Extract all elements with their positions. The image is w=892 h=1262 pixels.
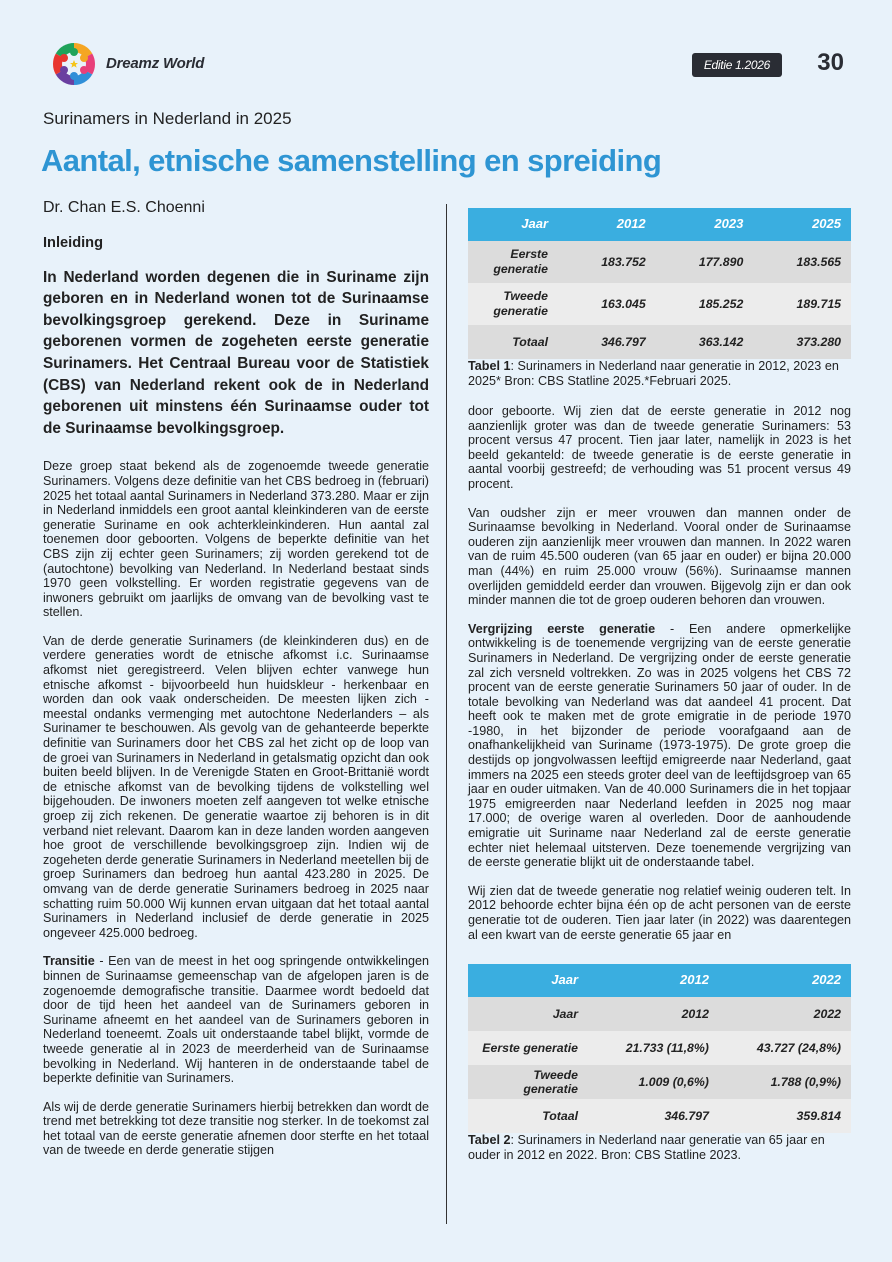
transitie-text: - Een van de meest in het oog springende ontwikkelingen binnen de Surinaamse gemeenschap van de afgelopen jaren is de zogenoemde demografische transitie. Daarmee wordt bedoeld dat door de tijd heen het aandeel van de Surinamers geboren in Suriname afneemt en het aandeel van de Surinamers geboren in Nederland toeneemt. Zoals uit onderstaande tabel blijkt, vormde de tweede generatie al in 2023 de meerderheid van de Surinaamse bevolking in Nederland. Wij hanteren in de onderstaande tabel de beperkte definitie van Surinamers. bbox=[43, 954, 429, 1086]
table-row bbox=[468, 1031, 851, 1065]
table-header-row bbox=[468, 964, 851, 997]
lead-paragraph: In Nederland worden degenen die in Suriname zijn geboren en in Nederland wonen tot de Surinaamse bevolkingsgroep gerekend. Deze in Suriname geborenen vormen de zogeheten eerste generatie Surinamers. Het Centraal Bureau voor de Statistiek (CBS) van Nederland rekent ook de in Nederland geborenen uit minstens één Surinaamse ouder tot de Surinaamse bevolkingsgroep. bbox=[43, 268, 429, 437]
table-cell: 163.045 bbox=[558, 283, 656, 325]
intro-heading: Inleiding bbox=[43, 235, 103, 251]
table-row bbox=[468, 997, 851, 1031]
body-paragraph: Deze groep staat bekend als de zogenoemde tweede generatie Surinamers. Volgens deze definitie van het CBS bedroeg in (februari) 2025 het totaal aantal Surinamers in Nederland 373.280. Maar er zijn in Nederland inmiddels een groot aantal kleinkinderen van de eerste generatie Suriname en ook achterkleinkinderen. Hun aantal zal toenemen door geboorten. Volgens de beperkte definitie van het CBS zijn zij echter geen Surinamers; zij worden gerekend tot de (autochtone) bevolking van Nederland. In Nederland bestaat sinds 1970 geen volkstelling. Er worden registratie gegevens van de inwoners gebruikt om jaarlijks de omvang van de bevolking vast te stellen. bbox=[43, 459, 429, 620]
brand-name: Dreamz World bbox=[106, 55, 205, 72]
caption-label: Tabel 1 bbox=[468, 359, 511, 373]
transitie-heading: Transitie bbox=[43, 954, 95, 969]
row-label: Totaal bbox=[468, 325, 558, 359]
body-paragraph: Van oudsher zijn er meer vrouwen dan mannen onder de Surinaamse bevolking in Nederland. Vooral onder de Surinaamse ouderen zijn aanzienlijk meer vrouwen dan mannen. In 2022 waren van de ruim 45.500 ouderen (van 65 jaar en ouder) er bijna 20.000 man (44%) en ruim 25.000 vrouw (56%). Surinaamse mannen overlijden gemiddeld eerder dan vrouwen. Bijgevolg zijn er dan ook minder mannen die tot de groep ouderen behoren dan vrouwen. bbox=[468, 505, 851, 608]
table-cell: 189.715 bbox=[753, 283, 851, 325]
row-label: Totaal bbox=[468, 1099, 588, 1133]
vergrijzing-heading: Vergrijzing eerste generatie bbox=[468, 621, 656, 636]
table-cell: 346.797 bbox=[588, 1099, 719, 1133]
caption-text: : Surinamers in Nederland naar generatie in 2012, 2023 en 2025* Bron: CBS Statline 2025.*Februari 2025. bbox=[468, 359, 839, 388]
table-header-cell: 2012 bbox=[588, 964, 719, 997]
edition-badge: Editie 1.2026 bbox=[692, 53, 782, 77]
table-header-cell: 2022 bbox=[719, 964, 851, 997]
vergrijzing-text: - Een andere opmerkelijke ontwikkeling is de toenemende vergrijzing van de eerste generatie Surinamers in Nederland. De vergrijzing onder de eerste generatie zal zich versneld voltrekken. Zo was in 2025 volgens het CBS 72 procent van de eerste generatie Surinamers 50 jaar of ouder. In de totale bevolking van Nederland was dat aandeel 41 procent. Dat heeft ook te maken met de grote emigratie in de periode 1970 -1980, in het bijzonder de periode voorafgaand aan de onafhankelijkheid van Suriname (1973-1975). De grote groep die destijds op jongvolwassen leeftijd emigreerde naar Nederland, gaat immers na 2025 een steeds groter deel van de leeftijdsgroep van 65 jaar en ouder uitmaken. Van de 40.000 Surinamers die in het topjaar 1975 emigreerden naar Nederland leefden in 2025 nog maar 17.000; de overige waren al overleden. Door de aanhoudende emigratie uit Suriname naar Nederland zal de eerste generatie echter niet helemaal uitsterven. Deze toenemende vergrijzing van de eerste generatie blijkt uit de onderstaande tabel. bbox=[468, 621, 851, 870]
circle-of-people-logo-icon bbox=[52, 42, 96, 86]
table-header-row bbox=[468, 208, 851, 241]
table-cell: 373.280 bbox=[753, 325, 851, 359]
table-row bbox=[468, 241, 851, 283]
table-cell: 363.142 bbox=[656, 325, 754, 359]
table-header-cell: Jaar bbox=[468, 208, 558, 241]
right-column bbox=[468, 208, 851, 1176]
body-paragraph: Als wij de derde generatie Surinamers hierbij betrekken dan wordt de trend met betrekking tot deze transitie nog sterker. In de toekomst zal het totaal van de eerste generatie afnemen door sterfte en het totaal van de tweede en derde generatie stijgen bbox=[43, 1099, 429, 1158]
table-cell: 185.252 bbox=[656, 283, 754, 325]
transitie-paragraph bbox=[43, 954, 429, 1085]
row-label: Tweede generatie bbox=[468, 1065, 588, 1099]
table-row bbox=[468, 325, 851, 359]
table-header-cell: Jaar bbox=[468, 964, 588, 997]
body-paragraph: Van de derde generatie Surinamers (de kleinkinderen dus) en de verdere generaties wordt de etnische afkomst i.c. Surinaamse afkomst niet geregistreerd. Velen blijven echter vanwege hun etnische afkomst - bijvoorbeeld hun huidskleur - herkenbaar en worden dan ook vaak onderscheiden. De meesten lijken zich - meestal ondanks vermenging met autochtone Nederlanders – als Surinamer te beschouwen. Als gevolg van de gehanteerde beperkte definitie van Surinamers door het CBS zal het zicht op de loop van de groei van Surinamers in Nederland in getalsmatig opzicht dan ook buiten beeld blijven. In de Verenigde Staten en Groot-Brittanië wordt de etnische afkomst van de bevolking tijdens de volkstelling wel bijgehouden. De inwoners moeten zelf aangeven tot welke etnische groep zij zich rekenen. De generatie waartoe zij behoren is in dit verband niet relevant. Daarom kan in deze landen worden aangeven hoe groot de verschillende bevolkingsgroep zijn. Indien wij de zogeheten derde generatie Surinamers in Nederland meetellen bij de groep Surinamers dan bedroeg hun aantal 423.280 in 2025. De omvang van de derde generatie Surinamers bedroeg in 2025 naar schatting ruim 50.000 Wij kunnen ervan uitgaan dat het totaal aantal Surinamers in Nederland inclusief de derde generatie in 2025 ongeveer 425.000 bedroeg. bbox=[43, 633, 429, 940]
page-number: 30 bbox=[817, 49, 844, 76]
caption-text: : Surinamers in Nederland naar generatie van 65 jaar en ouder in 2012 en 2022. Bron: CBS Statline 2023. bbox=[468, 1133, 825, 1162]
table-cell: 43.727 (24,8%) bbox=[719, 1031, 851, 1065]
article-author: Dr. Chan E.S. Choenni bbox=[43, 199, 205, 216]
page-header bbox=[52, 42, 844, 88]
table-cell: 177.890 bbox=[656, 241, 754, 283]
row-label: Eerste generatie bbox=[468, 241, 558, 283]
table-row bbox=[468, 283, 851, 325]
table-cell: 2022 bbox=[719, 997, 851, 1031]
row-label: Jaar bbox=[468, 997, 588, 1031]
table-1-caption bbox=[468, 359, 851, 388]
table-1 bbox=[468, 208, 851, 359]
table-cell: 183.752 bbox=[558, 241, 656, 283]
table-header-cell: 2023 bbox=[656, 208, 754, 241]
table-header-cell: 2025 bbox=[753, 208, 851, 241]
table-cell: 1.009 (0,6%) bbox=[588, 1065, 719, 1099]
column-divider bbox=[446, 204, 447, 1224]
body-paragraph: Wij zien dat de tweede generatie nog relatief weinig ouderen telt. In 2012 behoorde echter bijna één op de acht personen van de eerste generatie tot de ouderen. Tien jaar later (in 2022) was daarentegen al een kwart van de eerste generatie 65 jaar en bbox=[468, 883, 851, 942]
vergrijzing-paragraph bbox=[468, 622, 851, 870]
row-label: Tweede generatie bbox=[468, 283, 558, 325]
table-cell: 346.797 bbox=[558, 325, 656, 359]
caption-label: Tabel 2 bbox=[468, 1133, 511, 1148]
table-header-cell: 2012 bbox=[558, 208, 656, 241]
table-cell: 21.733 (11,8%) bbox=[588, 1031, 719, 1065]
row-label: Eerste generatie bbox=[468, 1031, 588, 1065]
left-column bbox=[43, 236, 429, 1172]
table-cell: 183.565 bbox=[753, 241, 851, 283]
table-cell: 2012 bbox=[588, 997, 719, 1031]
table-cell: 359.814 bbox=[719, 1099, 851, 1133]
table-2-caption bbox=[468, 1133, 851, 1162]
table-cell: 1.788 (0,9%) bbox=[719, 1065, 851, 1099]
body-paragraph: door geboorte. Wij zien dat de eerste generatie in 2012 nog aanzienlijk groter was dan de tweede generatie Surinamers: 53 procent versus 47 procent. Tien jaar later, namelijk in 2023 is het beeld gekanteld: de tweede generatie is de eerste generatie in aantal voorbij gestreefd; de verhouding was 51 procent versus 49 procent. bbox=[468, 404, 851, 491]
article-title: Aantal, etnische samenstelling en spreiding bbox=[41, 143, 662, 178]
table-row bbox=[468, 1065, 851, 1099]
table-2 bbox=[468, 964, 851, 1133]
table-row bbox=[468, 1099, 851, 1133]
article-kicker: Surinamers in Nederland in 2025 bbox=[43, 109, 292, 128]
